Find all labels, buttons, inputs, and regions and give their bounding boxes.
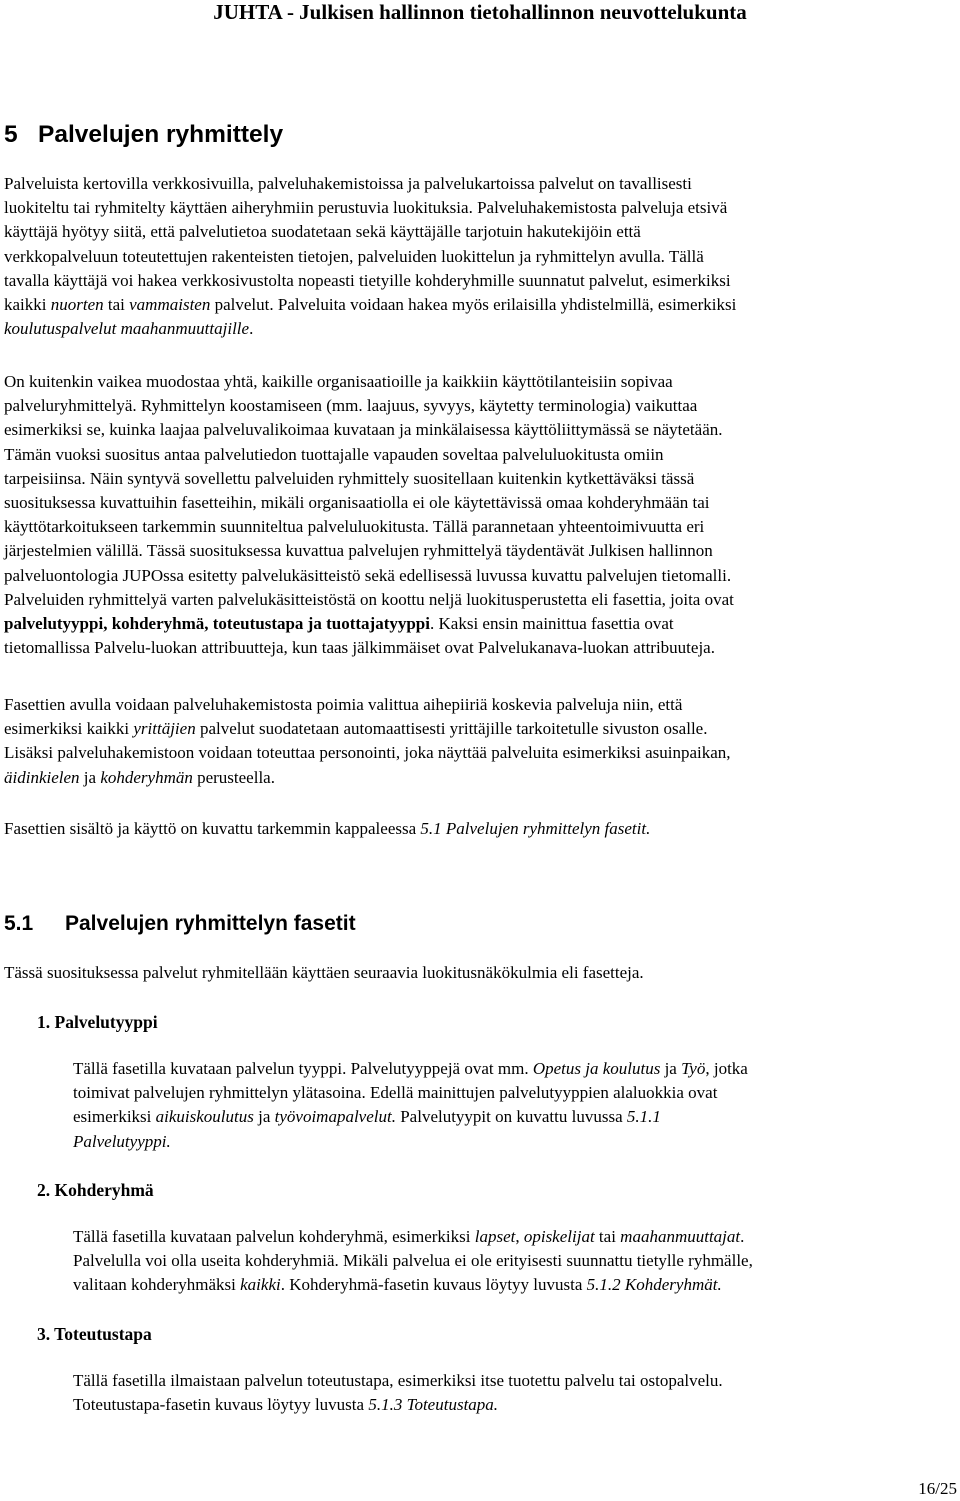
subsection-heading xyxy=(4,910,356,938)
text-line: koulutuspalvelut maahanmuuttajille. xyxy=(4,319,254,339)
text-line: kaikki nuorten tai vammaisten palvelut. Palveluita voidaan hakea myös erilaisilla yhdistelmillä, esimerkiksi xyxy=(4,295,737,315)
section-number: 5 xyxy=(4,121,18,148)
text-line: Tämän vuoksi suositus antaa palvelutiedon tuottajalle vapauden soveltaa palveluluokitusta omiin xyxy=(4,444,664,464)
text-line: Palveluiden ryhmittelyä varten palvelukäsitteistöstä on koottu neljä luokitusperustetta eli fasettia, joita ovat xyxy=(4,589,734,609)
text-line: Lisäksi palveluhakemistoon voidaan toteuttaa personointi, joka näyttää palveluita esimerkiksi asuinpaikan, xyxy=(4,743,731,763)
paragraph-facets xyxy=(4,693,959,790)
text-line: Tässä suosituksessa palvelut ryhmitellään käyttäen seuraavia luokitusnäkökulmia eli fasetteja. xyxy=(4,963,644,982)
text-line: järjestelmien välillä. Tässä suosituksessa kuvattua palvelujen ryhmittelyä täydentävät Julkisen hallinnon xyxy=(4,541,713,561)
text-line: On kuitenkin vaikea muodostaa yhtä, kaikille organisaatioille ja kaikkiin käyttötilanteisiin sopivaa xyxy=(4,372,673,391)
document-header: JUHTA - Julkisen hallinnon tietohallinnon neuvottelukunta xyxy=(213,0,747,24)
text-line: Palvelulla voi olla useita kohderyhmiä. Mikäli palvelua ei ole erityisesti suunnattu tietylle ryhmälle, xyxy=(73,1251,753,1271)
text-line: palveluryhmittelyä. Ryhmittelyn koostamiseen (mm. laajuus, syvyys, käytetty terminologia) vaikuttaa xyxy=(4,396,698,416)
page-number: 16/25 xyxy=(918,1479,957,1498)
subsection-title: Palvelujen ryhmittelyn fasetit xyxy=(65,912,356,935)
text-line: käyttäjä hyötyy siitä, että palvelutietoa suodatetaan sekä käyttäjälle tarjotuin hakutekijöin että xyxy=(4,222,641,242)
text-line: luokiteltu tai ryhmitelty käyttäen aiheryhmiin perustuvia luokituksia. Palveluhakemistosta palveluja etsivä xyxy=(4,198,728,218)
text-line: toimivat palvelujen ryhmittelyn ylätasoina. Edellä mainittujen palvelutyyppien alaluokkia ovat xyxy=(73,1083,718,1103)
text-line: palvelutyyppi, kohderyhmä, toteutustapa ja tuottajatyyppi. Kaksi ensin mainittua fasettia ovat xyxy=(4,614,674,634)
text-line: esimerkiksi kaikki yrittäjien palvelut suodatetaan automaattisesti yrittäjille tarkoitetulle sivuston osalle. xyxy=(4,719,708,739)
text-line: Fasettien avulla voidaan palveluhakemistosta poimia valittua aihepiiriä koskevia palveluja niin, että xyxy=(4,695,683,714)
text-line: palveluontologia JUPOssa esitetty palvelukäsitteistö sekä edellisessä luvussa kuvattu palvelujen tietomalli. xyxy=(4,565,732,585)
text-line: Tällä fasetilla ilmaistaan palvelun toteutustapa, esimerkiksi itse tuotettu palvelu tai ostopalvelu. xyxy=(73,1371,723,1390)
text-line: Fasettien sisältö ja käyttö on kuvattu tarkemmin kappaleessa 5.1 Palvelujen ryhmittelyn fasetit. xyxy=(4,819,651,838)
list-item-title: 2. Kohderyhmä xyxy=(37,1180,154,1200)
section-title: Palvelujen ryhmittely xyxy=(38,121,284,148)
list-item-title: 1. Palvelutyyppi xyxy=(37,1012,158,1032)
text-line: suosituksessa kuvattuihin fasetteihin, mikäli organisaatiolla ei ole käytettävissä omaa kohderyhmään tai xyxy=(4,493,710,513)
text-line: verkkopalveluun toteutettujen rakenteisten tietojen, palveluiden luokittelun ja ryhmittelyn avulla. Tällä xyxy=(4,246,704,266)
text-line: Tällä fasetilla kuvataan palvelun tyyppi. Palvelutyyppejä ovat mm. Opetus ja koulutus ja Työ, jotka xyxy=(73,1059,748,1078)
list-item-title: 3. Toteutustapa xyxy=(37,1324,152,1344)
subsection-number: 5.1 xyxy=(4,912,34,935)
paragraph-grouping xyxy=(4,370,959,660)
list-item-body xyxy=(73,1225,953,1298)
text-line: käyttötarkoitukseen tarkemmin suunniteltua palveluluokitusta. Tällä parannetaan yhteentoimivuutta eri xyxy=(4,517,705,537)
text-line: tietomallissa Palvelu-luokan attribuutteja, kun taas jälkimmäiset ovat Palvelukanava-luokan attribuuteja. xyxy=(4,638,715,658)
list-item-body xyxy=(73,1369,953,1417)
text-line: Tällä fasetilla kuvataan palvelun kohderyhmä, esimerkiksi lapset, opiskelijat tai maahanmuuttajat. xyxy=(73,1227,745,1246)
text-line: tarpeisiinsa. Näin syntyvä sovellettu palveluiden ryhmittely suositellaan kuitenkin kytkettäväksi tässä xyxy=(4,468,695,488)
paragraph-facet-intro xyxy=(4,961,959,985)
text-line: tavalla käyttäjä voi hakea verkkosivustolta nopeasti tietyille kohderyhmille suunnatut palvelut, esimerkiksi xyxy=(4,270,731,290)
text-line: esimerkiksi se, kuinka laajaa palveluvalikoimaa kuvataan ja minkälaisessa käyttöliittymässä se näytetään. xyxy=(4,420,723,440)
text-line: valitaan kohderyhmäksi kaikki. Kohderyhmä-fasetin kuvaus löytyy luvusta 5.1.2 Kohderyhmät. xyxy=(73,1275,722,1295)
text-line: esimerkiksi aikuiskoulutus ja työvoimapalvelut. Palvelutyypit on kuvattu luvussa 5.1.1 xyxy=(73,1107,661,1127)
text-line: Palveluista kertovilla verkkosivuilla, palveluhakemistoissa ja palvelukartoissa palvelut on tavallisesti xyxy=(4,174,692,193)
text-line: Palvelutyyppi. xyxy=(73,1131,171,1151)
section-heading xyxy=(4,120,283,150)
list-item-body xyxy=(73,1057,953,1154)
text-line: äidinkielen ja kohderyhmän perusteella. xyxy=(4,767,275,787)
paragraph-intro xyxy=(4,172,959,341)
paragraph-reference xyxy=(4,817,959,841)
text-line: Toteutustapa-fasetin kuvaus löytyy luvusta 5.1.3 Toteutustapa. xyxy=(73,1395,499,1415)
